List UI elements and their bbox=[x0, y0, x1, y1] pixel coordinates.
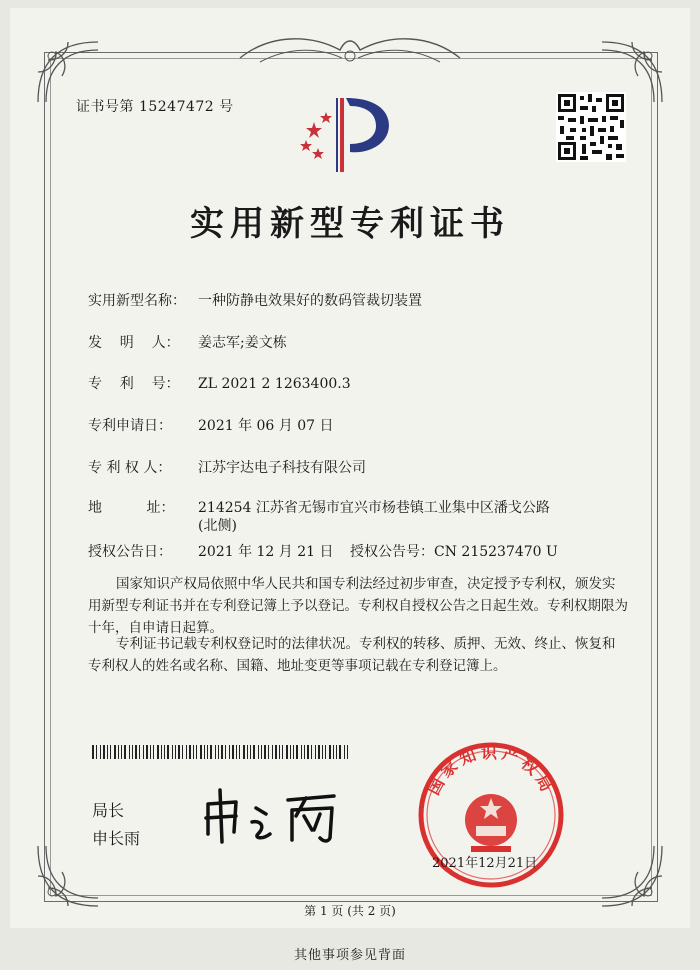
field-label: 授权公告号： bbox=[350, 544, 434, 560]
field-label: 实用新型名称： bbox=[88, 293, 186, 309]
barcode-bar bbox=[258, 745, 259, 759]
barcode-bar bbox=[121, 745, 122, 759]
barcode-bar bbox=[329, 745, 331, 759]
barcode-bar bbox=[100, 745, 101, 759]
barcode-bar bbox=[336, 745, 337, 759]
barcode-bar bbox=[239, 745, 240, 759]
field-value: CN 215237470 U bbox=[434, 544, 558, 560]
barcode-bar bbox=[153, 745, 154, 759]
handwritten-signature bbox=[196, 786, 346, 846]
barcode-bar bbox=[333, 745, 334, 759]
field-inventor bbox=[88, 332, 287, 352]
barcode-bar bbox=[215, 745, 216, 759]
barcode-bar bbox=[167, 745, 169, 759]
barcode-bar bbox=[172, 745, 173, 759]
barcode-bar bbox=[92, 745, 94, 759]
barcode-bar bbox=[296, 745, 298, 759]
field-label: 专 利 权 人： bbox=[88, 460, 172, 476]
barcode-bar bbox=[161, 745, 162, 759]
barcode-bar bbox=[290, 745, 291, 759]
barcode-bar bbox=[301, 745, 302, 759]
barcode-bar bbox=[157, 745, 159, 759]
director-name: 申长雨 bbox=[92, 829, 141, 848]
field-patentee bbox=[88, 457, 366, 477]
barcode-bar bbox=[339, 745, 341, 759]
field-value: 214254 江苏省无锡市宜兴市杨巷镇工业集中区潘戈公路 bbox=[198, 500, 550, 516]
barcode-bar bbox=[139, 745, 140, 759]
legal-paragraph: 国家知识产权局依照中华人民共和国专利法经过初步审查，决定授予专利权，颁发实用新型专利证书并在专利登记簿上予以登记。专利权自授权公告之日起生效。专利权期限为十年，自申请日起算。 bbox=[88, 576, 628, 636]
field-grant-number bbox=[350, 541, 558, 561]
barcode-bar bbox=[178, 745, 180, 759]
barcode-bar bbox=[114, 745, 116, 759]
barcode-bar bbox=[315, 745, 316, 759]
barcode-bar bbox=[344, 745, 345, 759]
barcode-bar bbox=[275, 745, 277, 759]
top-ornament bbox=[230, 28, 470, 72]
svg-text:国家知识产权局 bbox=[424, 743, 558, 798]
field-value: 江苏宇达电子科技有限公司 bbox=[198, 460, 366, 476]
barcode-bar bbox=[311, 745, 312, 759]
field-patent-number bbox=[88, 373, 351, 393]
barcode-bar bbox=[253, 745, 255, 759]
barcode-bar bbox=[182, 745, 183, 759]
barcode-bar bbox=[221, 745, 223, 759]
field-label: 授权公告日： bbox=[88, 544, 172, 560]
field-value: 2021 年 06 月 07 日 bbox=[198, 418, 334, 434]
legal-paragraph: 专利证书记载专利权登记时的法律状况。专利权的转移、质押、无效、终止、恢复和专利权人的姓名或名称、国籍、地址变更等事项记载在专利登记簿上。 bbox=[88, 636, 616, 674]
barcode-bar bbox=[210, 745, 212, 759]
field-value: ZL 2021 2 1263400.3 bbox=[198, 376, 351, 392]
field-label: 专利申请日： bbox=[88, 418, 172, 434]
barcode-bar bbox=[150, 745, 151, 759]
qr-code-icon bbox=[556, 92, 626, 162]
field-value: 2021 年 12 月 21 日 bbox=[198, 544, 334, 560]
page-indicator: 第 1 页 (共 2 页) bbox=[304, 904, 396, 918]
barcode-bar bbox=[236, 745, 237, 759]
seal-text: 国家知识产权局 bbox=[423, 742, 559, 799]
certificate-number bbox=[76, 96, 234, 116]
field-utility-model-name bbox=[88, 290, 422, 310]
barcode-bar bbox=[272, 745, 273, 759]
barcode-bar bbox=[200, 745, 202, 759]
barcode-bar bbox=[286, 745, 288, 759]
field-label: 专 利 号： bbox=[88, 376, 180, 392]
barcode-bar bbox=[132, 745, 133, 759]
barcode-bar bbox=[307, 745, 309, 759]
field-address-line2: (北侧) bbox=[198, 518, 237, 534]
barcode-bar bbox=[196, 745, 197, 759]
barcode-bar bbox=[124, 745, 126, 759]
barcode-bar bbox=[225, 745, 226, 759]
barcode-bar bbox=[282, 745, 283, 759]
barcode-bar bbox=[247, 745, 248, 759]
cnipa-logo-icon bbox=[292, 92, 402, 178]
barcode-bar bbox=[193, 745, 194, 759]
barcode-bar bbox=[135, 745, 137, 759]
barcode-bar bbox=[204, 745, 205, 759]
certificate-title: 实用新型专利证书 bbox=[190, 204, 510, 244]
barcode-bar bbox=[129, 745, 130, 759]
field-label: 地 址： bbox=[88, 500, 175, 516]
field-grant-date bbox=[88, 541, 334, 561]
barcode-bar bbox=[103, 745, 105, 759]
footer-note: 其他事项参见背面 bbox=[293, 948, 406, 963]
barcode-bar bbox=[347, 745, 348, 759]
barcode-bar bbox=[146, 745, 148, 759]
barcode-bar bbox=[218, 745, 219, 759]
barcode-icon bbox=[92, 745, 352, 759]
field-value: 一种防静电效果好的数码管裁切装置 bbox=[198, 293, 422, 309]
barcode-bar bbox=[264, 745, 266, 759]
barcode-bar bbox=[175, 745, 176, 759]
barcode-bar bbox=[189, 745, 191, 759]
barcode-bar bbox=[318, 745, 320, 759]
cert-number-suffix: 号 bbox=[219, 99, 234, 115]
barcode-bar bbox=[304, 745, 305, 759]
barcode-bar bbox=[293, 745, 294, 759]
barcode-bar bbox=[261, 745, 262, 759]
field-address bbox=[88, 497, 550, 517]
barcode-bar bbox=[232, 745, 234, 759]
barcode-bar bbox=[268, 745, 269, 759]
barcode-bar bbox=[164, 745, 165, 759]
barcode-bar bbox=[229, 745, 230, 759]
barcode-bar bbox=[243, 745, 245, 759]
field-label: 发 明 人： bbox=[88, 335, 180, 351]
barcode-bar bbox=[325, 745, 326, 759]
barcode-bar bbox=[279, 745, 280, 759]
barcode-bar bbox=[107, 745, 108, 759]
barcode-bar bbox=[143, 745, 144, 759]
barcode-bar bbox=[110, 745, 111, 759]
barcode-bar bbox=[207, 745, 208, 759]
cert-number-value: 15247472 bbox=[138, 99, 215, 115]
seal-date: 2021年12月21日 bbox=[432, 856, 538, 871]
field-filing-date bbox=[88, 415, 334, 435]
barcode-bar bbox=[96, 745, 97, 759]
barcode-bar bbox=[118, 745, 119, 759]
barcode-bar bbox=[322, 745, 323, 759]
director-title: 局长 bbox=[92, 801, 125, 820]
barcode-bar bbox=[250, 745, 251, 759]
cert-number-label: 证书号第 bbox=[76, 99, 134, 115]
barcode-bar bbox=[186, 745, 187, 759]
field-value: 姜志军;姜文栋 bbox=[198, 335, 287, 351]
